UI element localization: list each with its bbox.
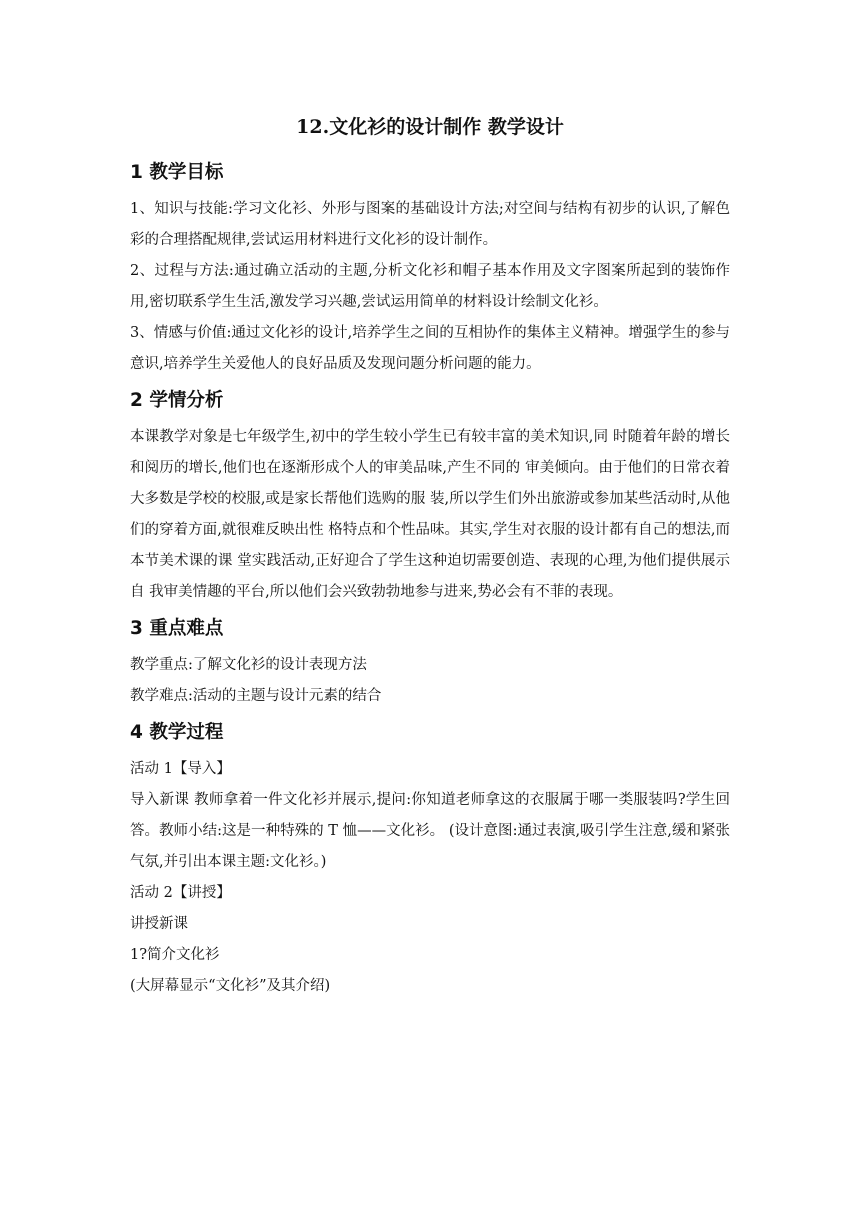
paragraph: 1?简介文化衫	[130, 947, 220, 963]
section-key-points	[130, 614, 730, 712]
document-page	[130, 112, 730, 1008]
section-heading: 1 教学目标	[130, 162, 224, 183]
section-heading: 3 重点难点	[130, 618, 224, 639]
paragraph: 2、过程与方法:通过确立活动的主题,分析文化衫和帽子基本作用及文字图案所起到的装饰作用,密切联系学生生活,激发学习兴趣,尝试运用简单的材料设计绘制文化衫。	[130, 263, 730, 310]
paragraph: 活动 2【讲授】	[130, 885, 231, 901]
paragraph: 3、情感与价值:通过文化衫的设计,培养学生之间的互相协作的集体主义精神。增强学生的参与意识,培养学生关爱他人的良好品质及发现问题分析问题的能力。	[130, 325, 730, 372]
paragraph: 导入新课 教师拿着一件文化衫并展示,提问:你知道老师拿这的衣服属于哪一类服装吗?学生回答。教师小结:这是一种特殊的 T 恤——文化衫。 (设计意图:通过表演,吸引学生注意,缓和紧张气氛,并引出本课主题:文化衫。)	[130, 792, 730, 870]
paragraph: (大屏幕显示“文化衫”及其介绍)	[130, 978, 331, 994]
paragraph: 讲授新课	[130, 916, 188, 932]
paragraph: 教学难点:活动的主题与设计元素的结合	[130, 688, 382, 704]
document-title: 12.文化衫的设计制作 教学设计	[296, 116, 564, 138]
paragraph: 本课教学对象是七年级学生,初中的学生较小学生已有较丰富的美术知识,同 时随着年龄的增长和阅历的增长,他们也在逐渐形成个人的审美品味,产生不同的 审美倾向。由于他们的日常衣着大多数是学校的校服,或是家长帮他们选购的服 装,所以学生们外出旅游或参加某些活动时,从他们的穿着方面,就很难反映出性 格特点和个性品味。其实,学生对衣服的设计都有自己的想法,而本节美术课的课 堂实践活动,正好迎合了学生这种迫切需要创造、表现的心理,为他们提供展示自 我审美情趣的平台,所以他们会兴致勃勃地参与进来,势必会有不菲的表现。	[130, 429, 730, 600]
section-heading: 4 教学过程	[130, 722, 224, 743]
paragraph: 1、知识与技能:学习文化衫、外形与图案的基础设计方法;对空间与结构有初步的认识,了解色彩的合理搭配规律,尝试运用材料进行文化衫的设计制作。	[130, 201, 730, 248]
section-teaching-goals	[130, 158, 730, 380]
paragraph: 教学重点:了解文化衫的设计表现方法	[130, 657, 367, 673]
section-heading: 2 学情分析	[130, 390, 224, 411]
section-teaching-process	[130, 718, 730, 1002]
paragraph: 活动 1【导入】	[130, 761, 231, 777]
section-student-analysis	[130, 386, 730, 608]
